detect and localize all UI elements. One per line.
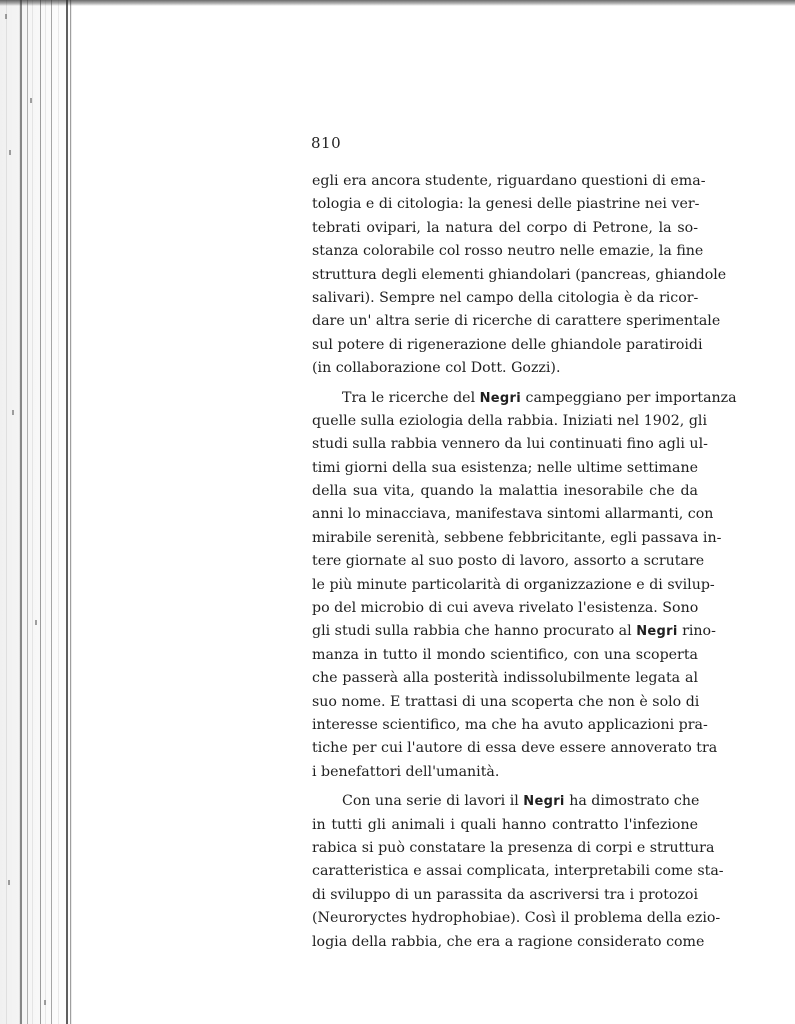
gutter-speck <box>35 620 37 625</box>
text-line: (Neuroryctes hydrophobiae). Così il problema della ezio- <box>312 910 721 927</box>
text-fragment: campeggiano per importanza <box>525 389 737 406</box>
gutter-line <box>70 0 71 1024</box>
author-name: Negri <box>523 794 565 810</box>
text-line: manza in tutto il mondo scientifico, con una scoperta <box>312 646 698 663</box>
page-number: 810 <box>311 134 342 152</box>
text-line: i benefattori dell'umanità. <box>312 763 500 780</box>
text-fragment: gli studi sulla rabbia che hanno procurato al <box>312 623 632 640</box>
gutter-line <box>66 0 68 1024</box>
text-line: le più minute particolarità di organizzazione e di svilup- <box>312 576 715 593</box>
text-line <box>312 790 698 813</box>
body-text <box>312 170 737 954</box>
text-line: della sua vita, quando la malattia inesorabile che da <box>312 483 698 500</box>
gutter-speck <box>30 98 32 103</box>
text-line: logia della rabbia, che era a ragione considerato come <box>312 933 705 950</box>
text-line: studi sulla rabbia vennero da lui continuati fino agli ul- <box>312 436 708 453</box>
gutter-line <box>27 0 28 1024</box>
paragraph-3 <box>312 790 724 954</box>
text-fragment: rino- <box>682 623 716 640</box>
author-name: Negri <box>479 390 521 406</box>
gutter-speck <box>8 880 10 885</box>
text-line: interesse scientifico, ma che ha avuto applicazioni pra- <box>312 716 708 733</box>
gutter-speck <box>44 1000 46 1005</box>
gutter-speck <box>5 14 7 19</box>
text-line: suo nome. E trattasi di una scoperta che non è solo di <box>312 693 700 710</box>
text-fragment: Con una serie di lavori il <box>342 793 519 810</box>
gutter-line <box>20 0 22 1024</box>
text-line: po del microbio di cui aveva rivelato l'esistenza. Sono <box>312 600 699 617</box>
text-line: egli era ancora studente, riguardano questioni di ema- <box>312 173 706 189</box>
text-line: caratteristica e assai complicata, interpretabili come sta- <box>312 863 724 880</box>
gutter-line <box>40 0 41 1024</box>
text-line: sul potere di rigenerazione delle ghiandole paratiroidi <box>312 336 703 353</box>
text-line: (in collaborazione col Dott. Gozzi). <box>312 360 561 377</box>
text-line: timi giorni della sua esistenza; nelle ultime settimane <box>312 459 698 476</box>
text-line: tere giornate al suo posto di lavoro, assorto a scrutare <box>312 553 705 570</box>
text-fragment: ha dimostrato che <box>569 793 700 810</box>
text-line: tologia e di citologia: la genesi delle piastrine nei ver- <box>312 196 700 213</box>
text-line: tebrati ovipari, la natura del corpo di Petrone, la so- <box>312 219 698 236</box>
author-name: Negri <box>636 624 678 640</box>
binding-gutter <box>0 0 72 1024</box>
text-line: dare un' altra serie di ricerche di carattere sperimentale <box>312 313 721 330</box>
text-line: rabica si può constatare la presenza di corpi e struttura <box>312 839 715 856</box>
paragraph-2 <box>312 387 737 785</box>
text-line: struttura degli elementi ghiandolari (pancreas, ghiandole <box>312 266 727 283</box>
gutter-line <box>51 0 52 1024</box>
text-fragment: Tra le ricerche del <box>342 389 476 406</box>
gutter-speck <box>12 410 14 415</box>
text-line: di sviluppo di un parassita da ascriversi tra i protozoi <box>312 886 698 903</box>
text-line: quelle sulla eziologia della rabbia. Iniziati nel 1902, gli <box>312 412 707 429</box>
text-line <box>312 387 737 410</box>
top-edge-shadow <box>0 0 795 6</box>
text-line: stanza colorabile col rosso neutro nelle emazie, la fine <box>312 243 704 260</box>
text-line: tiche per cui l'autore di essa deve essere annoverato tra <box>312 740 718 757</box>
text-line: salivari). Sempre nel campo della citologia è da ricor- <box>312 289 699 306</box>
text-line: in tutti gli animali i quali hanno contratto l'infezione <box>312 816 698 833</box>
text-line: mirabile serenità, sebbene febbricitante, egli passava in- <box>312 529 722 546</box>
paragraph-1 <box>312 170 727 381</box>
text-line <box>312 620 716 643</box>
text-line: che passerà alla posterità indissolubilmente legata al <box>312 670 698 687</box>
text-line: anni lo minacciava, manifestava sintomi allarmanti, con <box>312 506 714 523</box>
gutter-speck <box>9 150 11 155</box>
